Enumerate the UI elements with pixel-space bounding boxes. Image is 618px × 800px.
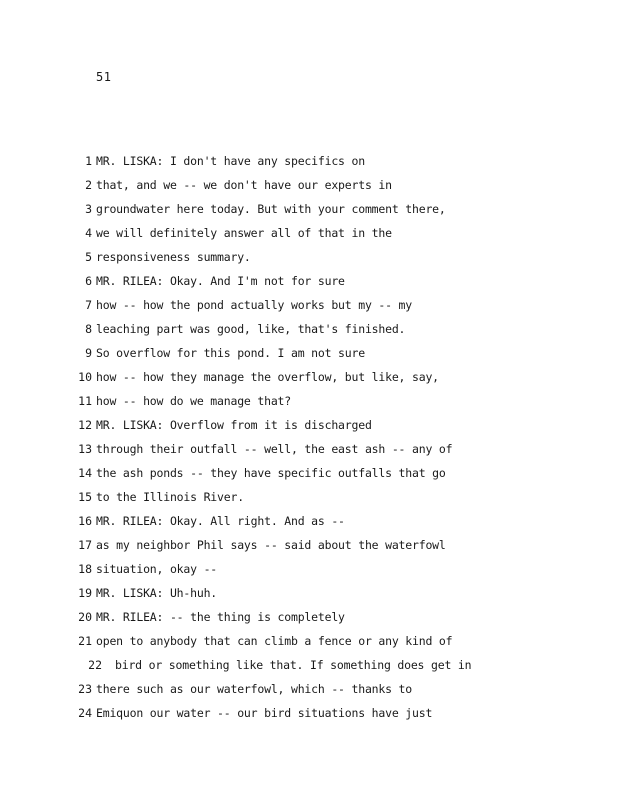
line-number: 8	[85, 322, 92, 336]
line-text: bird or something like that. If something does get in	[115, 658, 472, 672]
line-number: 2	[85, 178, 92, 192]
line-text: how -- how they manage the overflow, but like, say,	[96, 370, 439, 384]
transcript-line	[0, 368, 618, 392]
transcript-line	[0, 560, 618, 584]
line-text: the ash ponds -- they have specific outfalls that go	[96, 466, 446, 480]
line-number: 6	[85, 274, 92, 288]
line-text: there such as our waterfowl, which -- thanks to	[96, 682, 413, 696]
page-number: 51	[96, 70, 112, 84]
transcript-line	[0, 392, 618, 416]
line-text: open to anybody that can climb a fence or any kind of	[96, 634, 453, 648]
line-number: 22	[88, 658, 102, 672]
transcript-line	[0, 320, 618, 344]
transcript-line	[0, 680, 618, 704]
line-text: MR. LISKA: I don't have any specifics on	[96, 154, 365, 168]
transcript-line	[0, 464, 618, 488]
line-number: 10	[78, 370, 92, 384]
line-text: that, and we -- we don't have our experts in	[96, 178, 392, 192]
line-text: MR. RILEA: Okay. All right. And as --	[96, 514, 345, 528]
transcript-line	[0, 176, 618, 200]
line-number: 14	[78, 466, 92, 480]
transcript-line	[0, 248, 618, 272]
line-number: 24	[78, 706, 92, 720]
line-text: Emiquon our water -- our bird situations have just	[96, 706, 433, 720]
transcript-body	[0, 152, 618, 728]
line-number: 9	[85, 346, 92, 360]
line-number: 23	[78, 682, 92, 696]
line-number: 19	[78, 586, 92, 600]
transcript-line	[0, 272, 618, 296]
line-text: situation, okay --	[96, 562, 218, 576]
transcript-line	[0, 632, 618, 656]
line-number: 4	[85, 226, 92, 240]
transcript-line	[0, 224, 618, 248]
line-text: responsiveness summary.	[96, 250, 251, 264]
line-text: through their outfall -- well, the east ash -- any of	[96, 442, 453, 456]
line-text: how -- how do we manage that?	[96, 394, 291, 408]
transcript-line	[0, 608, 618, 632]
transcript-line	[0, 512, 618, 536]
transcript-line	[0, 584, 618, 608]
line-number: 20	[78, 610, 92, 624]
line-number: 18	[78, 562, 92, 576]
line-number: 15	[78, 490, 92, 504]
transcript-line	[0, 656, 618, 680]
transcript-line	[0, 440, 618, 464]
line-text: So overflow for this pond. I am not sure	[96, 346, 365, 360]
line-text: to the Illinois River.	[96, 490, 244, 504]
transcript-line	[0, 344, 618, 368]
line-number: 3	[85, 202, 92, 216]
line-number: 5	[85, 250, 92, 264]
line-text: how -- how the pond actually works but my -- my	[96, 298, 413, 312]
line-number: 13	[78, 442, 92, 456]
transcript-line	[0, 704, 618, 728]
line-text: MR. RILEA: -- the thing is completely	[96, 610, 345, 624]
line-text: MR. LISKA: Uh-huh.	[96, 586, 218, 600]
line-text: MR. LISKA: Overflow from it is discharged	[96, 418, 372, 432]
line-text: groundwater here today. But with your comment there,	[96, 202, 446, 216]
line-text: MR. RILEA: Okay. And I'm not for sure	[96, 274, 345, 288]
line-text: leaching part was good, like, that's finished.	[96, 322, 406, 336]
transcript-line	[0, 488, 618, 512]
line-text: we will definitely answer all of that in the	[96, 226, 392, 240]
line-text: as my neighbor Phil says -- said about the waterfowl	[96, 538, 446, 552]
transcript-line	[0, 152, 618, 176]
transcript-line	[0, 200, 618, 224]
line-number: 12	[78, 418, 92, 432]
line-number: 21	[78, 634, 92, 648]
line-number: 1	[85, 154, 92, 168]
line-number: 17	[78, 538, 92, 552]
line-number: 16	[78, 514, 92, 528]
line-number: 7	[85, 298, 92, 312]
transcript-line	[0, 536, 618, 560]
line-number: 11	[78, 394, 92, 408]
transcript-line	[0, 416, 618, 440]
transcript-line	[0, 296, 618, 320]
